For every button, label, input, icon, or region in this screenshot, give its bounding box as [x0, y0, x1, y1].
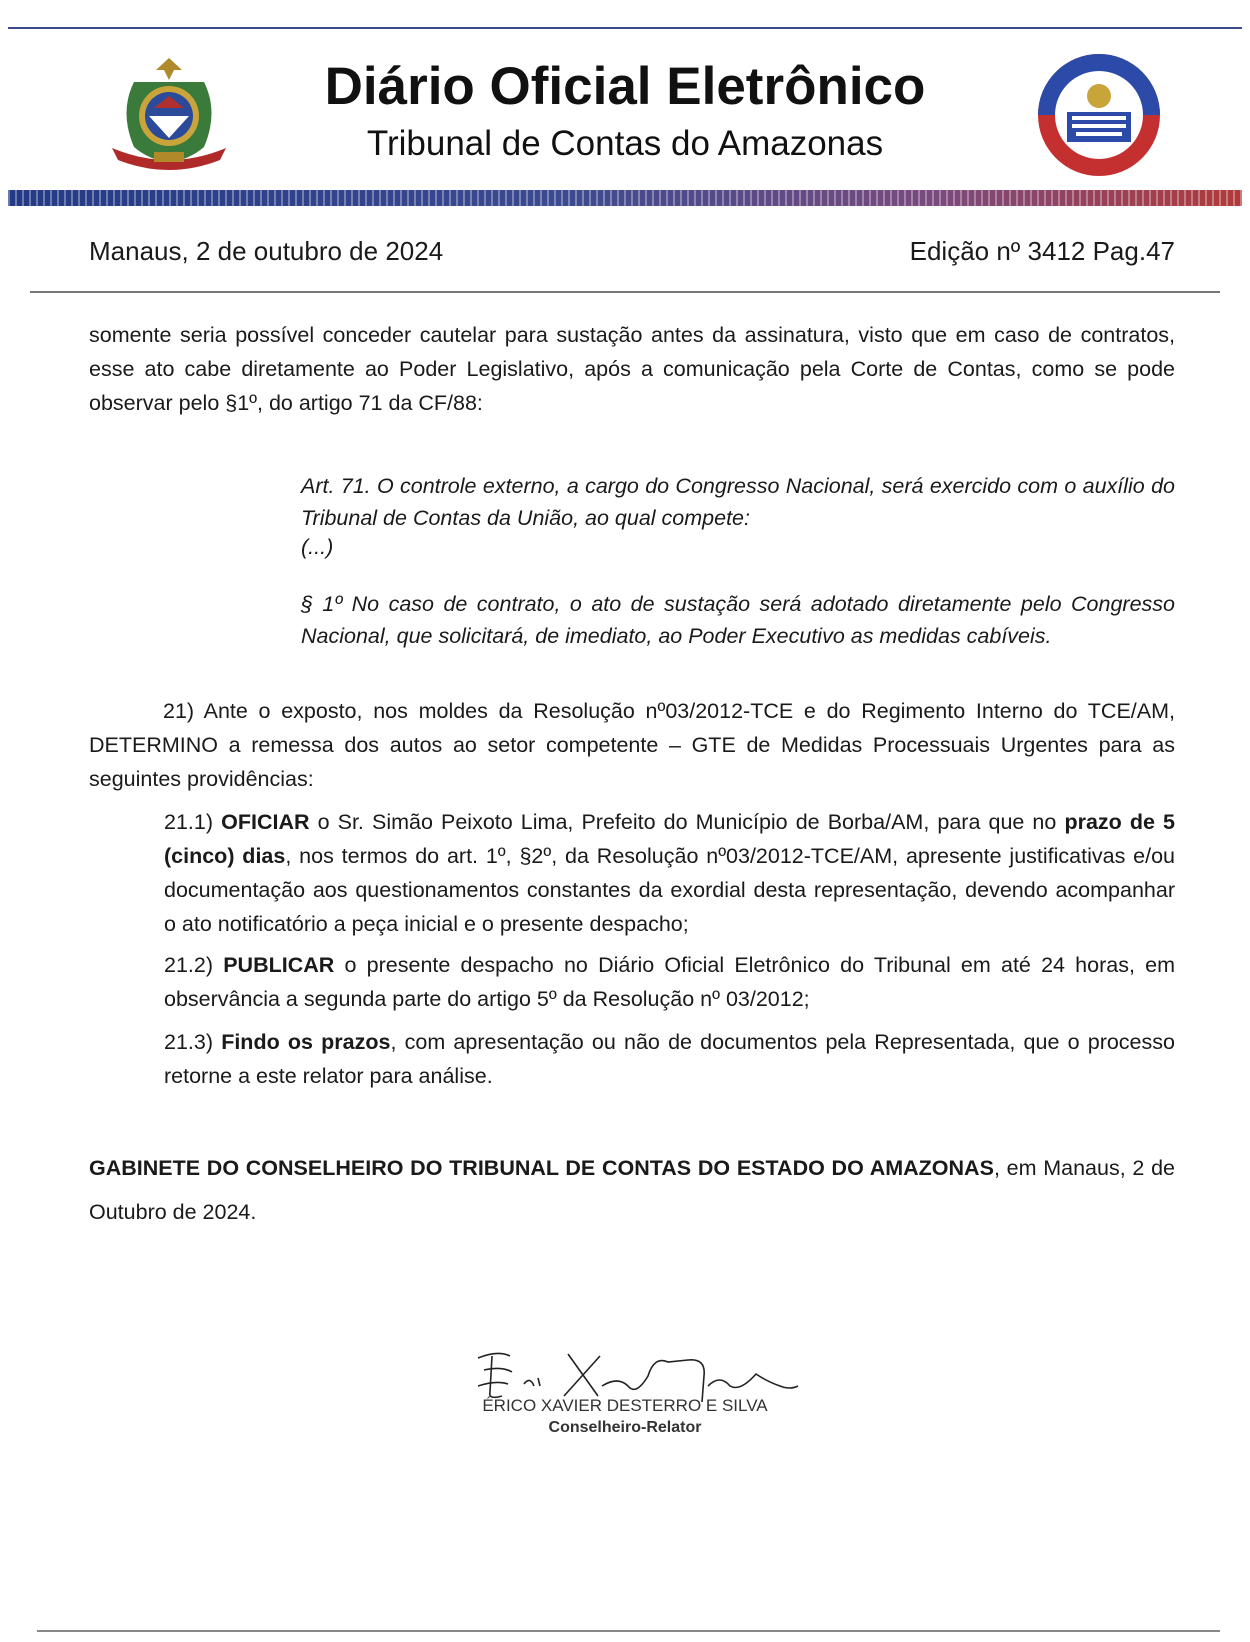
- item-number: 21.3): [164, 1030, 214, 1054]
- closing-date: , em Manaus, 2 de Outubro de 2024.: [89, 1156, 1175, 1224]
- item-21-2: 21.2) PUBLICAR o presente despacho no Diário Oficial Eletrônico do Tribunal em até 24 horas, em observância a segunda parte do artigo 5º da Resolução nº 03/2012;: [164, 953, 1175, 1011]
- edition-page: Edição nº 3412 Pag.47: [909, 236, 1175, 266]
- paragraph-intro: somente seria possível conceder cautelar para sustação antes da assinatura, visto que em caso de contratos, esse ato cabe diretamente ao Poder Legislativo, após a comunicação pela Corte de Contas, como se pode observar pelo §1º, do artigo 71 da CF/88:: [89, 323, 1175, 415]
- paragraph-21: 21) Ante o exposto, nos moldes da Resolução nº03/2012-TCE e do Regimento Interno do TCE/AM, DETERMINO a remessa dos autos ao setor competente – GTE de Medidas Processuais Urgentes para as seguintes providências:: [89, 699, 1175, 791]
- top-rule: [8, 27, 1242, 29]
- quote-ellipsis: (...): [301, 535, 334, 559]
- item-verb: PUBLICAR: [223, 953, 335, 977]
- quote-paragraph-1: § 1º No caso de contrato, o ato de sustação será adotado diretamente pelo Congresso Nacional, que solicitará, de imediato, ao Poder Executivo as medidas cabíveis.: [301, 592, 1175, 648]
- item-deadline: prazo de 5 (cinco) dias: [164, 810, 1175, 868]
- header-decorative-band: [8, 190, 1242, 206]
- quote-article-71: Art. 71. O controle externo, a cargo do Congresso Nacional, será exercido com o auxílio do Tribunal de Contas da União, ao qual compete:: [301, 474, 1175, 530]
- amazonas-crest-icon: [104, 52, 234, 174]
- item-verb: OFICIAR: [221, 810, 310, 834]
- footer-rule: [37, 1630, 1220, 1632]
- item-number: 21.2): [164, 953, 214, 977]
- item-verb: Findo os prazos: [221, 1030, 391, 1054]
- closing-statement: [89, 1146, 1175, 1234]
- signatory-role: Conselheiro-Relator: [548, 1419, 702, 1436]
- item-21-3: 21.3) Findo os prazos, com apresentação ou não de documentos pela Representada, que o processo retorne a este relator para análise.: [164, 1030, 1175, 1088]
- iso-certification-seal-icon: [1036, 52, 1162, 178]
- item-21-1: 21.1) OFICIAR o Sr. Simão Peixoto Lima, Prefeito do Município de Borba/AM, para que no prazo de 5 (cinco) dias, nos termos do art. 1º, §2º, da Resolução nº03/2012-TCE/AM, apresente justificativas e/ou documentação aos questionamentos constantes da exordial desta representação, devendo acompanhar o ato notificatório a peça inicial e o presente despacho;: [164, 810, 1175, 936]
- journal-subtitle: Tribunal de Contas do Amazonas: [366, 124, 884, 163]
- meta-divider: [30, 291, 1220, 293]
- signatory-name: ÉRICO XAVIER DESTERRO E SILVA: [482, 1396, 768, 1415]
- location-date: Manaus, 2 de outubro de 2024: [89, 236, 444, 266]
- journal-title: Diário Oficial Eletrônico: [324, 57, 926, 116]
- closing-office: GABINETE DO CONSELHEIRO DO TRIBUNAL DE CONTAS DO ESTADO DO AMAZONAS: [89, 1156, 994, 1180]
- item-number: 21.1): [164, 810, 214, 834]
